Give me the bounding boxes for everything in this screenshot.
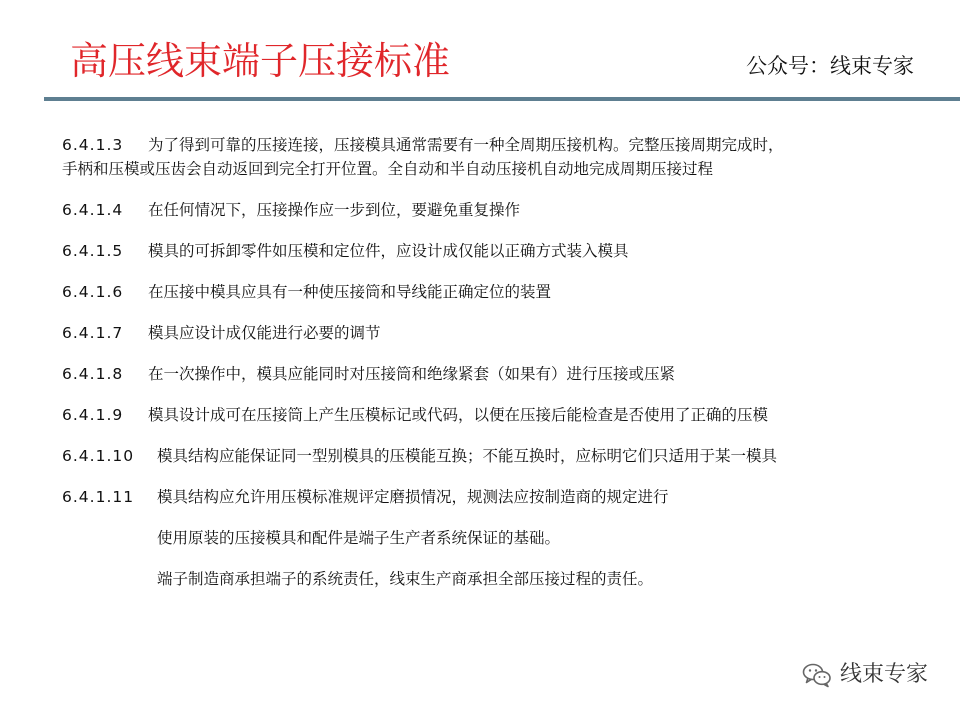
item-number: 6.4.1.5 (62, 242, 124, 260)
list-item (62, 444, 922, 468)
item-number: 6.4.1.4 (62, 201, 124, 219)
list-item (62, 133, 922, 181)
item-number: 6.4.1.3 (62, 136, 124, 154)
standard-list (62, 133, 922, 591)
list-item (62, 403, 922, 427)
list-item (62, 321, 922, 345)
item-text: 模具设计成可在压接筒上产生压模标记或代码，以便在压接后能检查是否使用了正确的压模 (148, 406, 769, 424)
watermark-label: 线束专家 (839, 662, 928, 687)
account-label: 公众号：线束专家 (746, 54, 914, 78)
item-text: 模具应设计成仅能进行必要的调节 (148, 324, 381, 342)
item-text: 在压接中模具应具有一种使压接筒和导线能正确定位的装置 (148, 283, 552, 301)
item-number: 6.4.1.10 (62, 447, 135, 465)
list-item (62, 239, 922, 263)
item-text: 手柄和压模或压齿会自动返回到完全打开位置。全自动和半自动压接机自动地完成周期压接过程 (62, 160, 714, 178)
watermark (802, 660, 928, 690)
slide-title: 高压线束端子压接标准 (70, 39, 451, 83)
item-text: 模具的可拆卸零件如压模和定位件，应设计成仅能以正确方式装入模具 (148, 242, 629, 260)
item-text: 模具结构应能保证同一型别模具的压模能互换；不能互换时，应标明它们只适用于某一模具 (157, 447, 778, 465)
item-text: 在任何情况下，压接操作应一步到位，要避免重复操作 (148, 201, 521, 219)
list-item (62, 198, 922, 222)
list-item (62, 485, 922, 509)
item-number: 6.4.1.6 (62, 283, 124, 301)
item-text: 在一次操作中，模具应能同时对压接筒和绝缘紧套（如果有）进行压接或压紧 (148, 365, 676, 383)
item-number: 6.4.1.9 (62, 406, 124, 424)
note-text: 端子制造商承担端子的系统责任，线束生产商承担全部压接过程的责任。 (157, 570, 654, 588)
list-item (62, 280, 922, 304)
wechat-icon (802, 662, 832, 688)
item-text: 模具结构应允许用压模标准规评定磨损情况，规测法应按制造商的规定进行 (157, 488, 669, 506)
item-number: 6.4.1.11 (62, 488, 135, 506)
item-text: 为了得到可靠的压接连接，压接模具通常需要有一种全周期压接机构。完整压接周期完成时， (148, 136, 784, 154)
item-number: 6.4.1.8 (62, 365, 124, 383)
note-text: 使用原装的压接模具和配件是端子生产者系统保证的基础。 (157, 529, 561, 547)
item-number: 6.4.1.7 (62, 324, 124, 342)
list-item (62, 362, 922, 386)
title-divider (44, 97, 960, 101)
